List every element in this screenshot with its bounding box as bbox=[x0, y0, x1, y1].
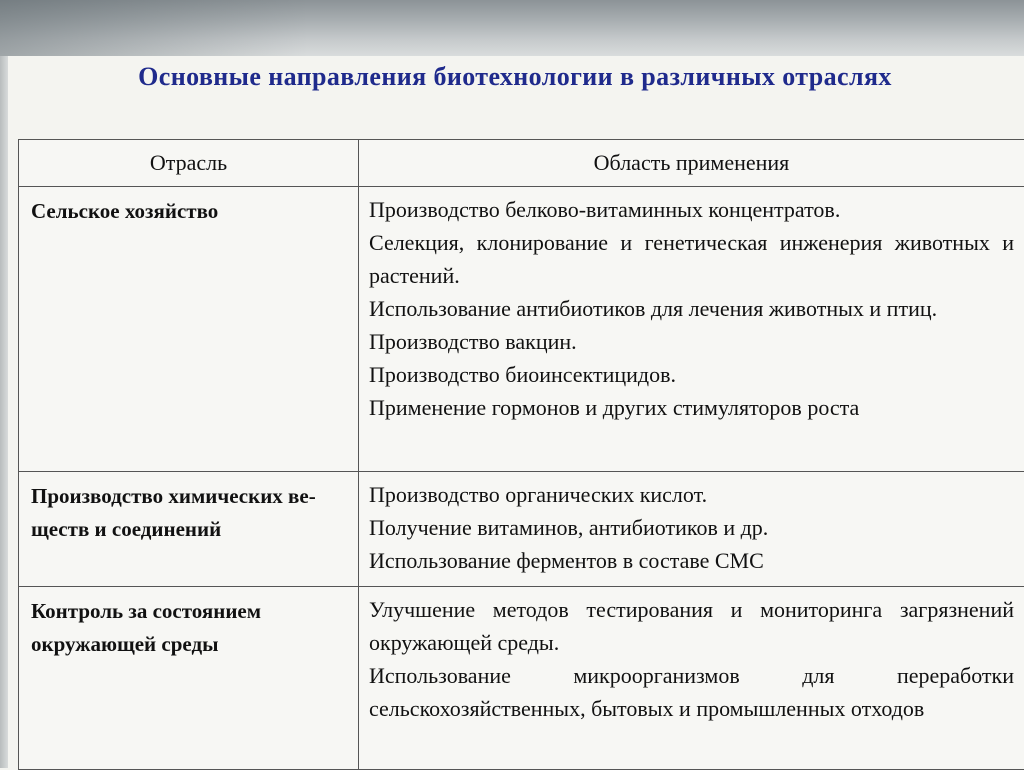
header-shade bbox=[0, 0, 1024, 56]
application-item: Производство органических кислот. bbox=[369, 478, 1014, 511]
application-item: Улучшение методов тестирования и мониторинга загрязнений окружающей среды. bbox=[369, 593, 1014, 659]
application-item: Производство белково-витаминных концентратов. bbox=[369, 193, 1014, 226]
application-item: Получение витаминов, антибиотиков и др. bbox=[369, 511, 1014, 544]
left-accent-bar bbox=[0, 56, 8, 768]
table-row bbox=[19, 472, 1024, 587]
column-header-branch: Отрасль bbox=[19, 140, 359, 187]
application-item: Использование антибиотиков для лечения животных и птиц. bbox=[369, 292, 1014, 325]
application-item: Селекция, клонирование и генетическая инженерия животных и растений. bbox=[369, 226, 1014, 292]
table-header-row bbox=[19, 140, 1024, 187]
branch-cell: Контроль за состоянием окружающей среды bbox=[19, 587, 359, 770]
application-item: Производство вакцин. bbox=[369, 325, 1014, 358]
column-header-application: Область применения bbox=[359, 140, 1024, 187]
applications-cell bbox=[359, 187, 1024, 472]
application-item: Производство биоинсектицидов. bbox=[369, 358, 1014, 391]
header-band bbox=[0, 0, 1024, 56]
applications-cell bbox=[359, 472, 1024, 587]
applications-cell bbox=[359, 587, 1024, 770]
application-item: Использование микроорганизмов для переработки сельскохозяйственных, бытовых и промышленных отходов bbox=[369, 659, 1014, 725]
table-row bbox=[19, 587, 1024, 770]
table-row bbox=[19, 187, 1024, 472]
branch-cell: Производство химических ве-ществ и соединений bbox=[19, 472, 359, 587]
application-item: Использование ферментов в составе СМС bbox=[369, 544, 1014, 577]
page-title: Основные направления биотехнологии в различных отраслях bbox=[60, 58, 970, 95]
application-item: Применение гормонов и других стимуляторов роста bbox=[369, 391, 1014, 424]
biotech-table bbox=[18, 139, 1024, 770]
branch-cell: Сельское хозяйство bbox=[19, 187, 359, 472]
